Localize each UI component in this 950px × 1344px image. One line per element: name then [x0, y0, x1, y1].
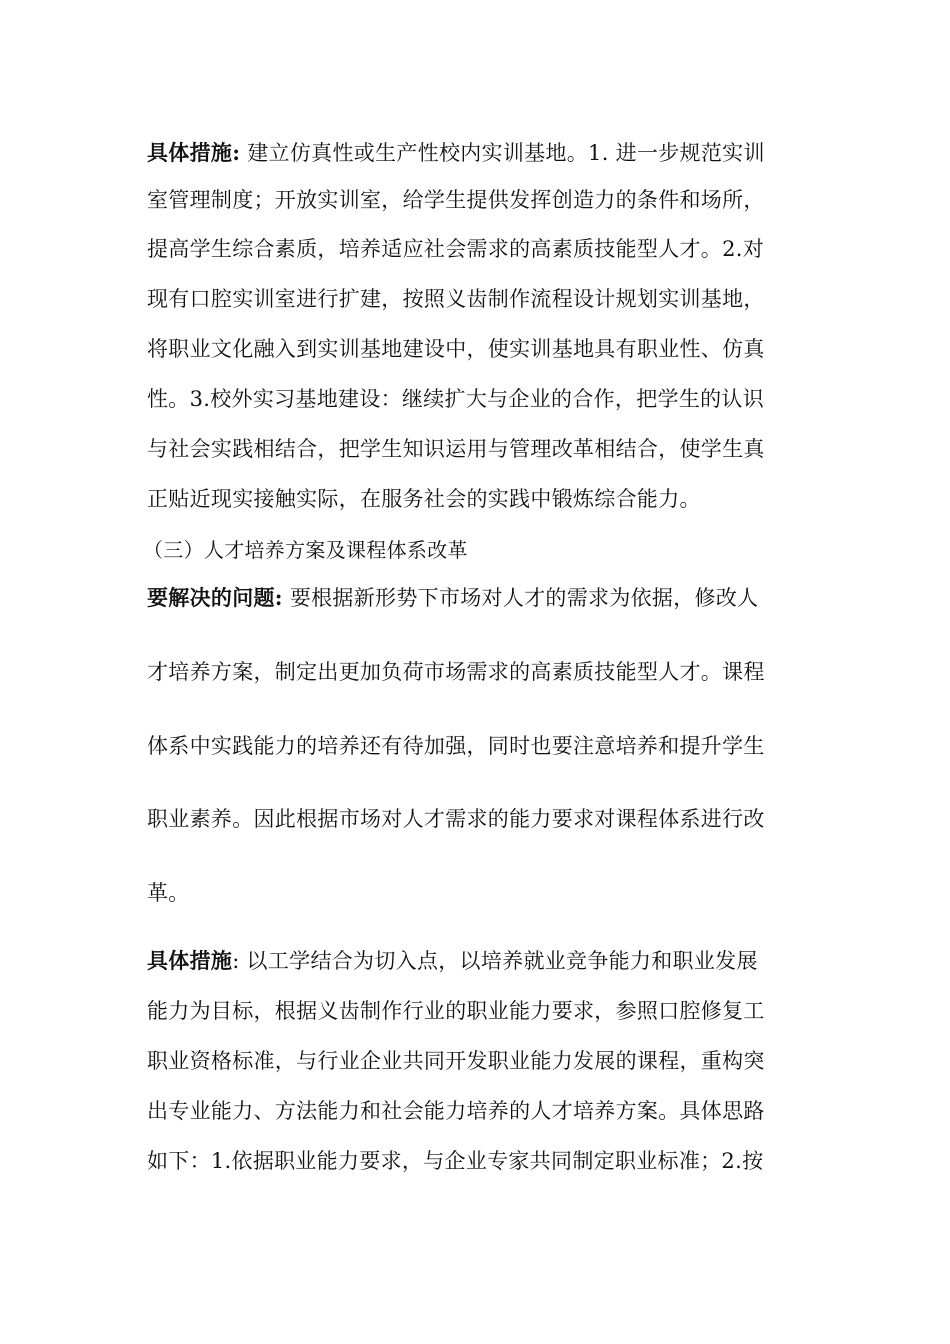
paragraph-line: 出专业能力、方法能力和社会能力培养的人才培养方案。具体思路 [147, 1099, 765, 1123]
paragraph-line: 性。3.校外实习基地建设：继续扩大与企业的合作，把学生的认识 [147, 387, 765, 411]
paragraph-line: 职业素养。因此根据市场对人才需求的能力要求对课程体系进行改 [147, 807, 765, 831]
paragraph-line: 现有口腔实训室进行扩建，按照义齿制作流程设计规划实训基地， [147, 287, 765, 311]
paragraph-line: 革。 [147, 881, 190, 905]
paragraph-line: 与社会实践相结合，把学生知识运用与管理改革相结合，使学生真 [147, 437, 765, 461]
paragraph-text: 要根据新形势下市场对人才的需求为依据，修改人 [282, 586, 759, 610]
paragraph-line: 才培养方案，制定出更加负荷市场需求的高素质技能型人才。课程 [147, 660, 765, 684]
measures-label: 具体措施: [147, 140, 241, 165]
paragraph-line: 正贴近现实接触实际，在服务社会的实践中锻炼综合能力。 [147, 487, 701, 511]
paragraph-line: 提高学生综合素质，培养适应社会需求的高素质技能型人才。2.对 [147, 237, 765, 261]
paragraph-line: 如下：1.依据职业能力要求，与企业专家共同制定职业标准；2.按 [147, 1149, 764, 1173]
paragraph-line [147, 946, 827, 976]
paragraph-line: 职业资格标准，与行业企业共同开发职业能力发展的课程，重构突 [147, 1049, 765, 1073]
paragraph-line: 体系中实践能力的培养还有待加强，同时也要注意培养和提升学生 [147, 734, 765, 758]
paragraph-text: : 以工学结合为切入点，以培养就业竞争能力和职业发展 [232, 949, 758, 973]
problem-label: 要解决的问题: [147, 585, 283, 610]
paragraph-text: 建立仿真性或生产性校内实训基地。1. 进一步规范实训 [240, 141, 765, 165]
paragraph-line: 室管理制度；开放实训室，给学生提供发挥创造力的条件和场所， [147, 188, 765, 212]
paragraph-line: 能力为目标，根据义齿制作行业的职业能力要求，参照口腔修复工 [147, 999, 765, 1023]
paragraph-line [147, 583, 827, 613]
measures-label: 具体措施 [147, 948, 233, 973]
paragraph-line: 将职业文化融入到实训基地建设中，使实训基地具有职业性、仿真 [147, 337, 765, 361]
section-heading: （三）人才培养方案及课程体系改革 [143, 538, 468, 562]
paragraph-line [147, 138, 827, 168]
